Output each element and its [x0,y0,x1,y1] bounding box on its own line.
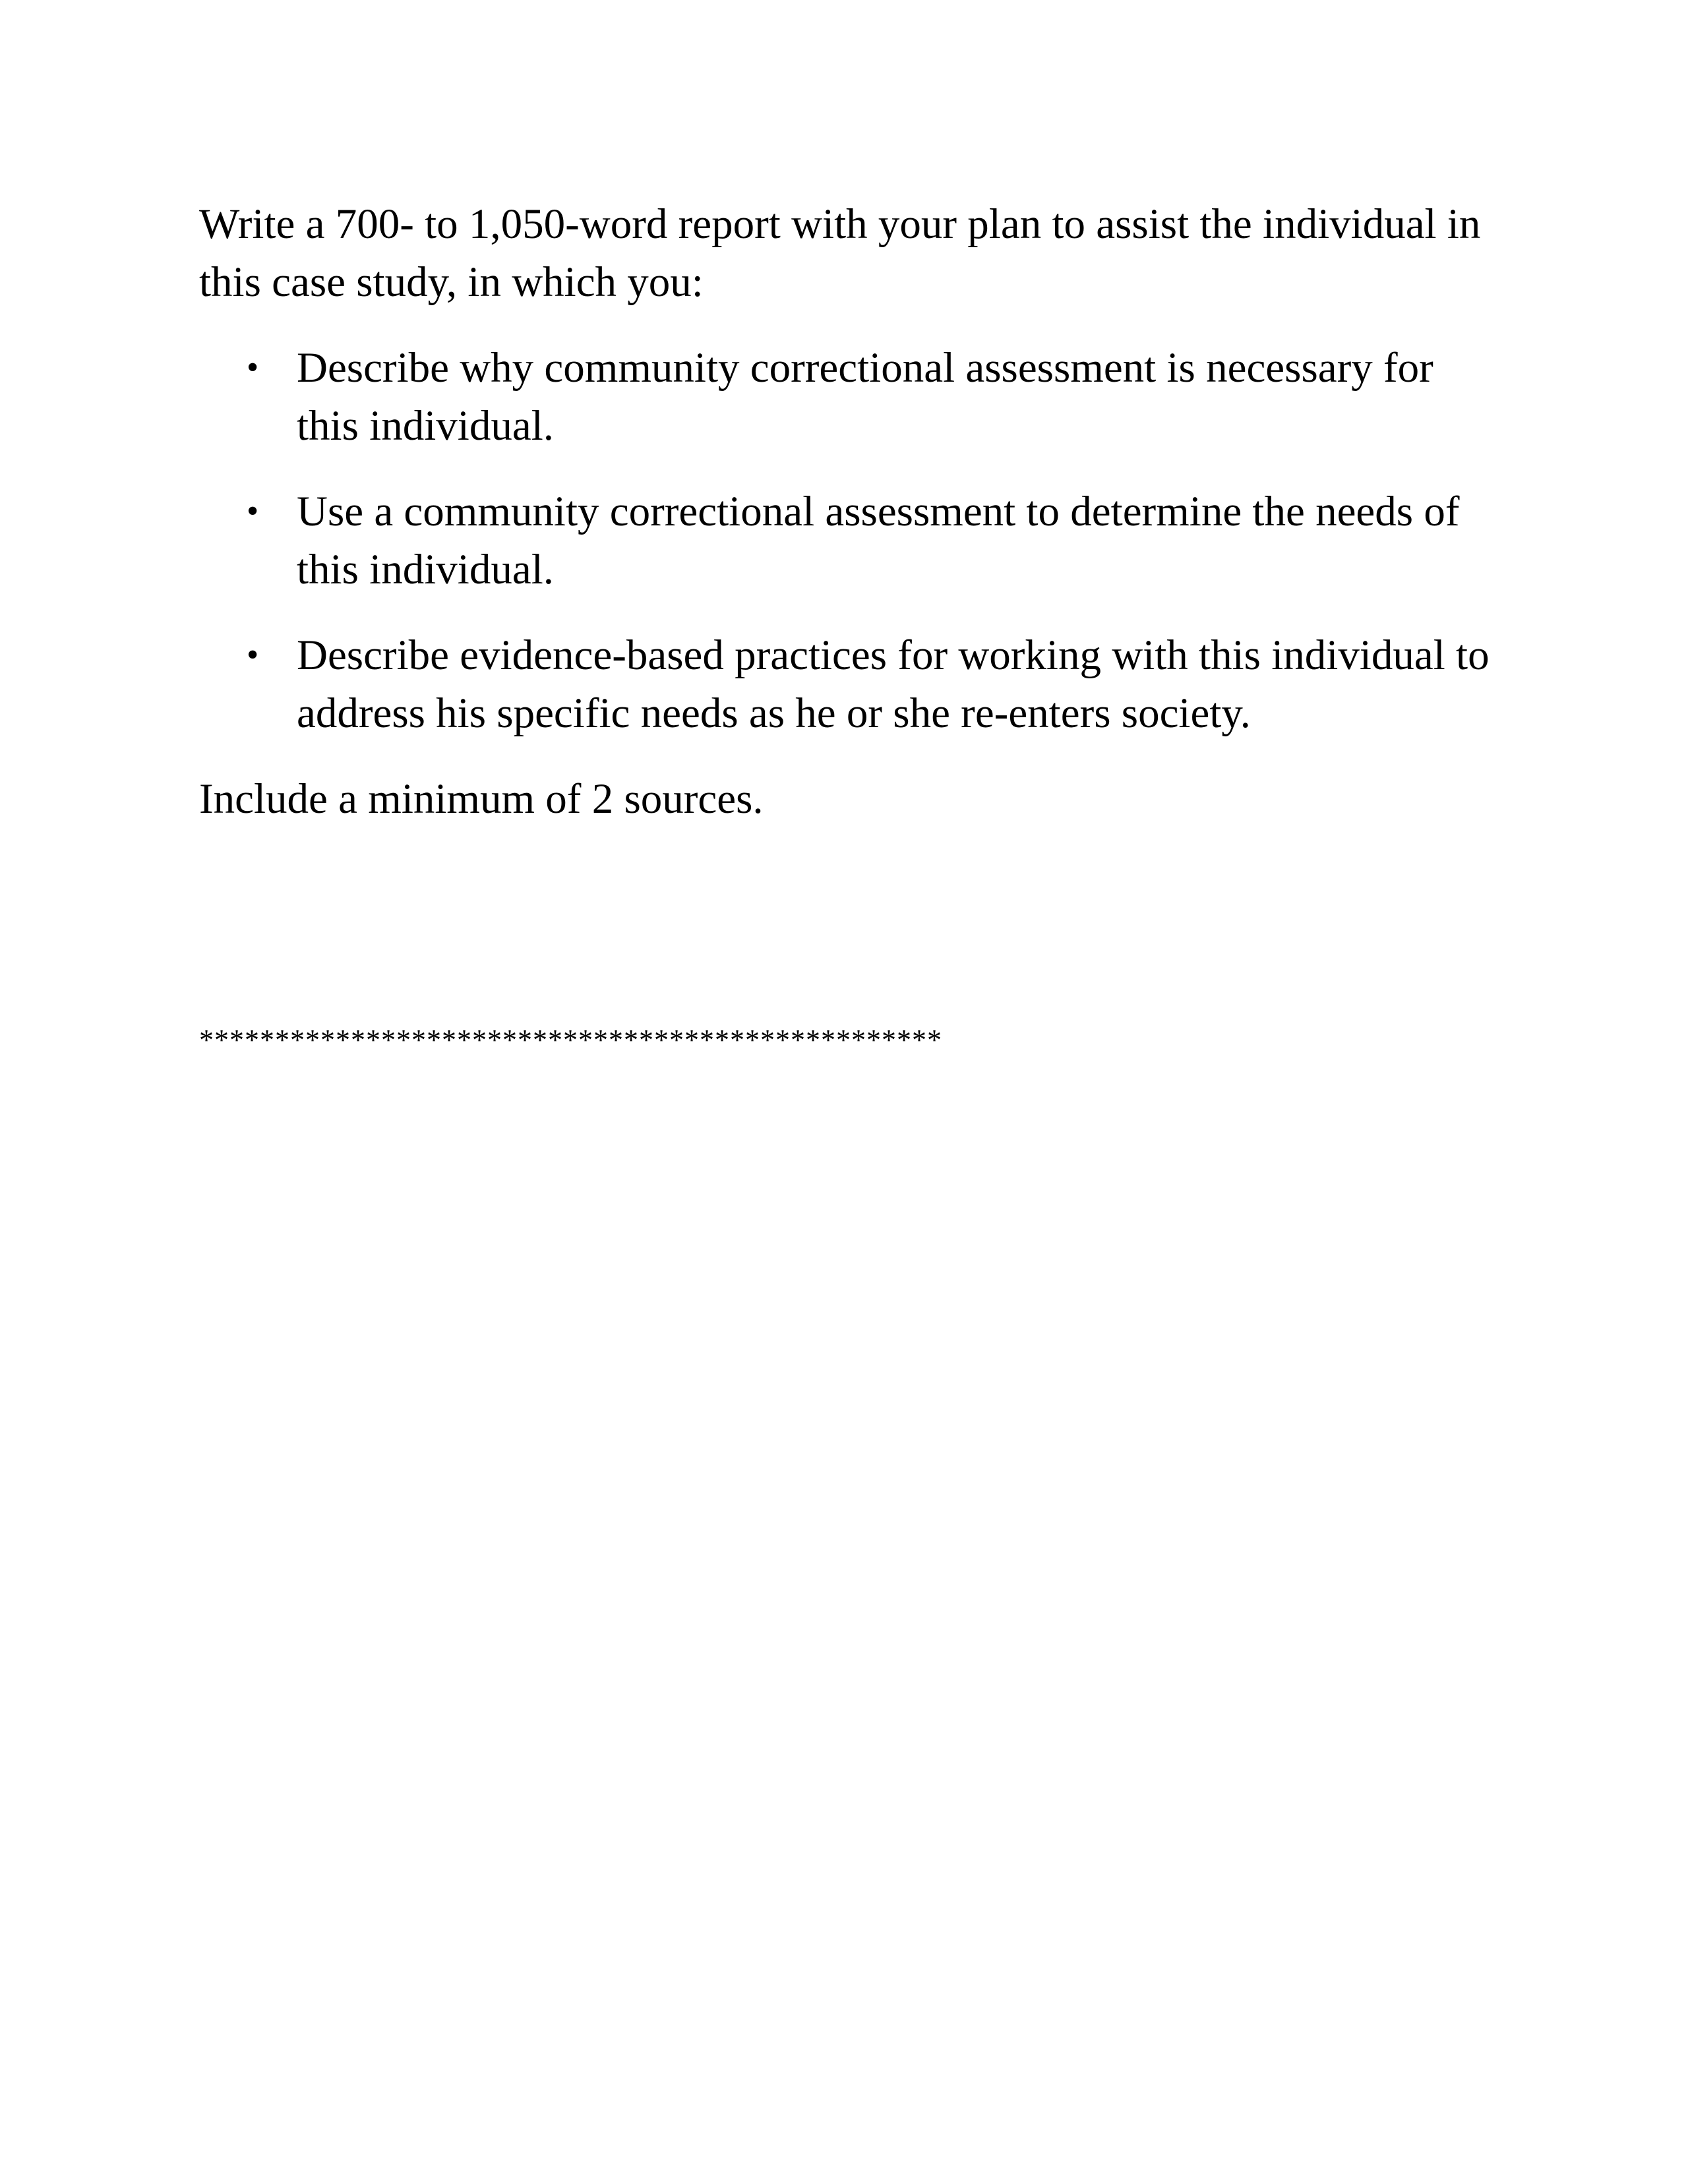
list-item [199,626,1492,742]
asterisk-separator: ************************************************* [199,1024,942,1056]
bullet-icon: • [247,349,259,386]
list-item-text: Describe evidence-based practices for working with this individual to address his specific needs as he or she re-enters society. [297,632,1490,737]
bullet-icon: • [247,636,259,674]
list-item [199,483,1492,599]
list-item [199,339,1492,455]
intro-paragraph: Write a 700- to 1,050-word report with your plan to assist the individual in this case study, in which you: [199,200,1481,306]
closing-paragraph: Include a minimum of 2 sources. [199,775,764,823]
list-item-text: Describe why community correctional assessment is necessary for this individual. [297,344,1433,450]
requirements-list [199,339,1492,742]
bullet-icon: • [247,492,259,530]
list-item-text: Use a community correctional assessment to determine the needs of this individual. [297,488,1460,593]
document-body [199,195,1492,828]
